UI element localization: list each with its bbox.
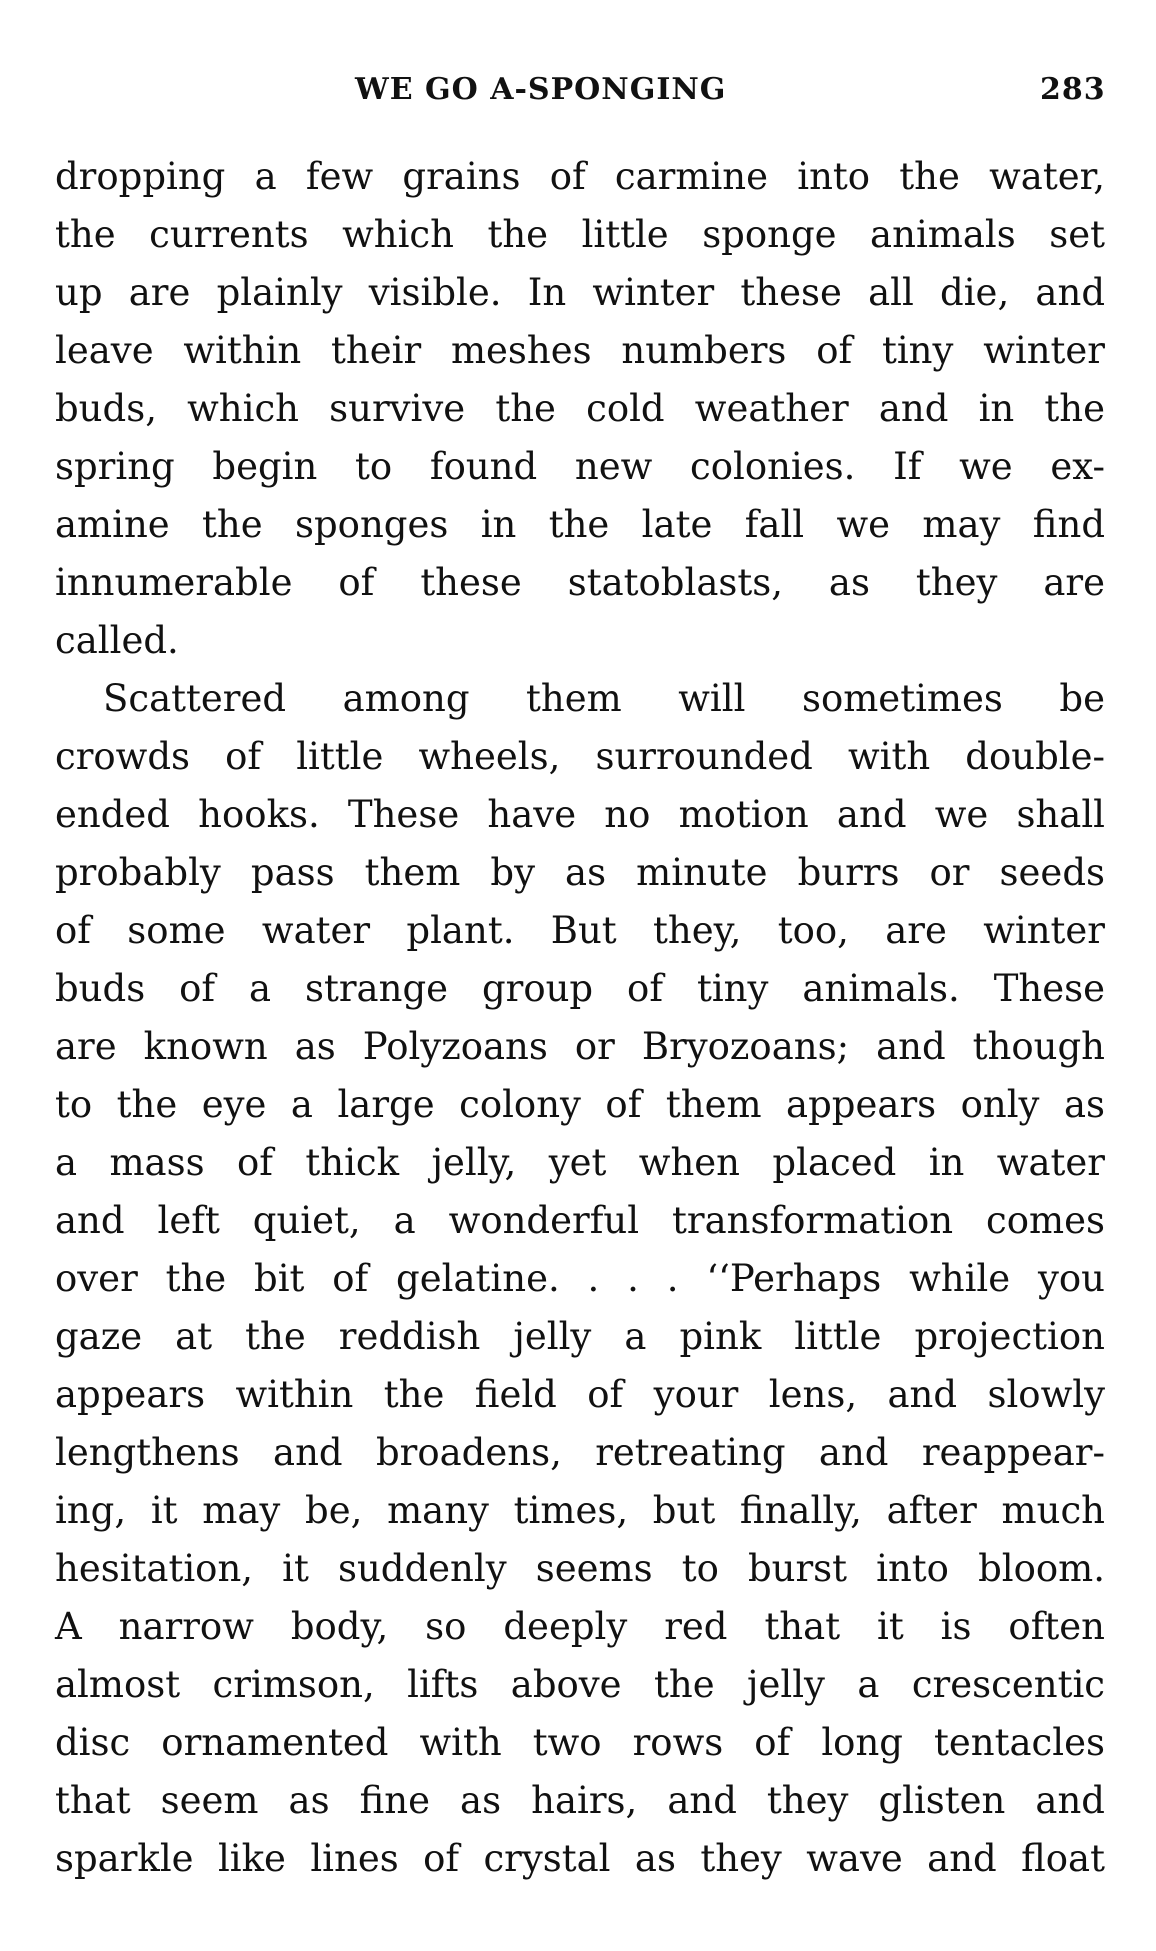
text-line: ing, it may be, many times, but finally, after much <box>55 1489 1105 1532</box>
text-line: spring begin to found new colonies. If we ex- <box>55 445 1105 488</box>
text-line: disc ornamented with two rows of long tentacles <box>55 1721 1105 1764</box>
text-line: appears within the field of your lens, and slowly <box>55 1373 1105 1416</box>
running-head <box>0 72 1156 116</box>
text-line: buds of a strange group of tiny animals. These <box>55 967 1105 1010</box>
text-line: sparkle like lines of crystal as they wave and float <box>55 1837 1105 1880</box>
text-line: crowds of little wheels, surrounded with double- <box>55 735 1105 778</box>
text-line: are known as Polyzoans or Bryozoans; and though <box>55 1025 1105 1068</box>
text-line: up are plainly visible. In winter these all die, and <box>55 271 1105 314</box>
text-line: Scattered among them will sometimes be <box>103 677 1105 720</box>
text-line: buds, which survive the cold weather and in the <box>55 387 1105 430</box>
text-line: the currents which the little sponge animals set <box>55 213 1105 256</box>
text-line: innumerable of these statoblasts, as they are <box>55 561 1105 604</box>
text-line: hesitation, it suddenly seems to burst into bloom. <box>55 1547 1105 1590</box>
text-line: dropping a few grains of carmine into the water, <box>55 155 1105 198</box>
text-line: that seem as fine as hairs, and they glisten and <box>55 1779 1105 1822</box>
text-line: lengthens and broadens, retreating and reappear- <box>55 1431 1105 1474</box>
page-number: 283 <box>1040 72 1106 107</box>
text-line: probably pass them by as minute burrs or seeds <box>55 851 1105 894</box>
text-line: called. <box>55 619 179 662</box>
running-title: WE GO A-SPONGING <box>355 72 727 107</box>
text-line: a mass of thick jelly, yet when placed in water <box>55 1141 1105 1184</box>
text-line: leave within their meshes numbers of tiny winter <box>55 329 1105 372</box>
text-line: almost crimson, lifts above the jelly a crescentic <box>55 1663 1105 1706</box>
text-line: to the eye a large colony of them appears only as <box>55 1083 1105 1126</box>
text-line: gaze at the reddish jelly a pink little projection <box>55 1315 1105 1358</box>
text-line: amine the sponges in the late fall we may find <box>55 503 1105 546</box>
body-text <box>55 148 1105 1888</box>
text-line: A narrow body, so deeply red that it is often <box>55 1605 1105 1648</box>
text-line: over the bit of gelatine. . . . ‘‘Perhaps while you <box>55 1257 1105 1300</box>
text-line: of some water plant. But they, too, are winter <box>55 909 1105 952</box>
text-line: ended hooks. These have no motion and we shall <box>55 793 1105 836</box>
text-line: and left quiet, a wonderful transformation comes <box>55 1199 1105 1242</box>
